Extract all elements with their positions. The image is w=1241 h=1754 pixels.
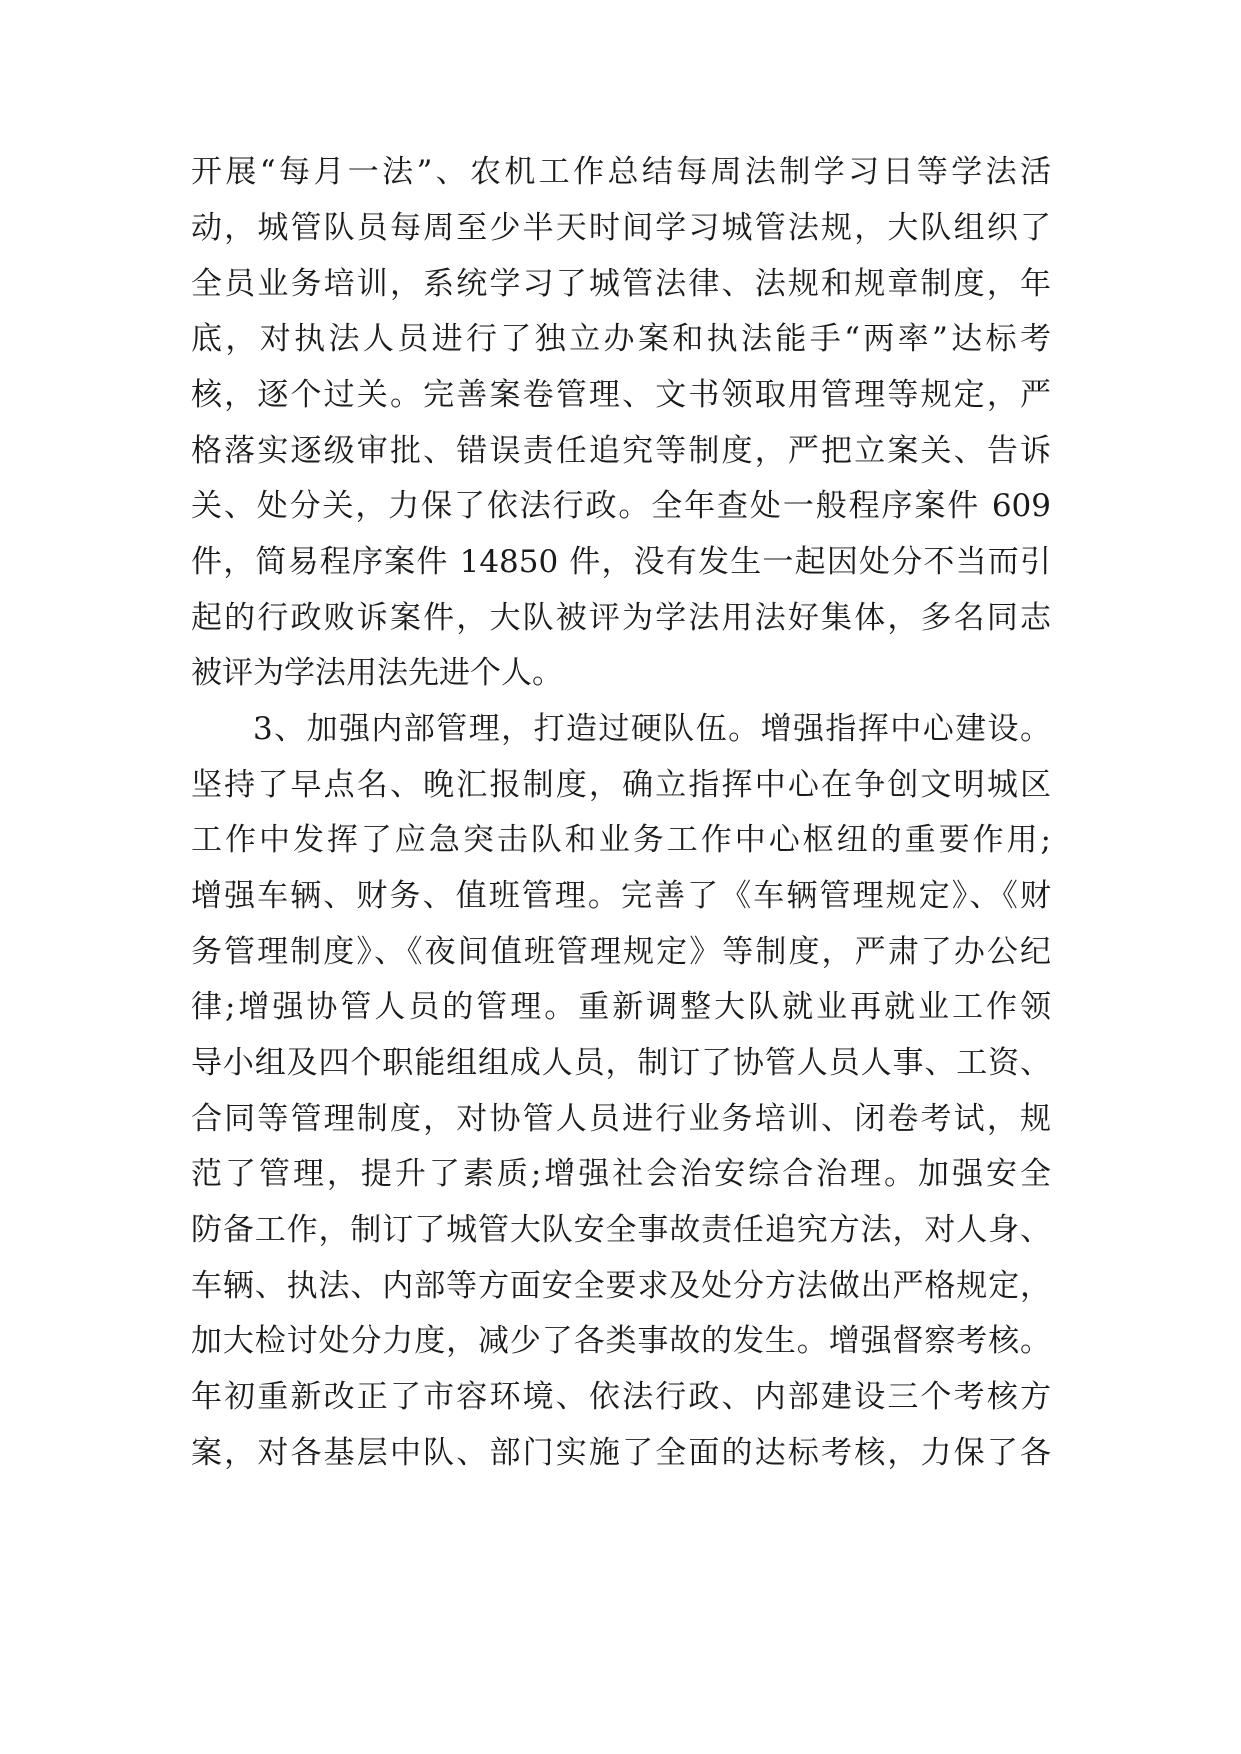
text-line: 开展“每月一法”、农机工作总结每周法制学习日等学法活 xyxy=(191,154,1051,190)
text-line: 关、处分关，力保了依法行政。全年查处一般程序案件 609 xyxy=(191,488,1051,524)
text-line: 全员业务培训，系统学习了城管法律、法规和规章制度，年 xyxy=(191,266,1051,302)
text-line: 被评为学法用法先进个人。 xyxy=(191,655,563,691)
text-line: 合同等管理制度，对协管人员进行业务培训、闭卷考试，规 xyxy=(191,1101,1051,1137)
text-line: 核，逐个过关。完善案卷管理、文书领取用管理等规定，严 xyxy=(191,377,1051,413)
text-line: 导小组及四个职能组组成人员，制订了协管人员人事、工资、 xyxy=(191,1045,1051,1081)
text-line: 增强车辆、财务、值班管理。完善了《车辆管理规定》、《财 xyxy=(191,878,1051,914)
text-line: 务管理制度》、《夜间值班管理规定》等制度，严肃了办公纪 xyxy=(191,934,1051,970)
text-line: 工作中发挥了应急突击队和业务工作中心枢纽的重要作用; xyxy=(191,822,1051,858)
text-line: 范了管理，提升了素质;增强社会治安综合治理。加强安全 xyxy=(191,1156,1051,1192)
text-line: 坚持了早点名、晚汇报制度，确立指挥中心在争创文明城区 xyxy=(191,767,1051,803)
text-line: 格落实逐级审批、错误责任追究等制度，严把立案关、告诉 xyxy=(191,433,1051,469)
text-line: 动，城管队员每周至少半天时间学习城管法规，大队组织了 xyxy=(191,210,1051,246)
text-line: 起的行政败诉案件，大队被评为学法用法好集体，多名同志 xyxy=(191,600,1051,636)
text-line: 防备工作，制订了城管大队安全事故责任追究方法，对人身、 xyxy=(191,1212,1051,1248)
text-line: 车辆、执法、内部等方面安全要求及处分方法做出严格规定， xyxy=(191,1268,1051,1304)
text-line: 件，简易程序案件 14850 件，没有发生一起因处分不当而引 xyxy=(191,544,1051,580)
text-line: 底，对执法人员进行了独立办案和执法能手“两率”达标考 xyxy=(191,321,1051,357)
text-line: 年初重新改正了市容环境、依法行政、内部建设三个考核方 xyxy=(191,1379,1051,1415)
text-line: 律;增强协管人员的管理。重新调整大队就业再就业工作领 xyxy=(191,989,1051,1025)
paragraph-first-line: 3、加强内部管理，打造过硬队伍。增强指挥中心建设。 xyxy=(253,711,1051,747)
text-line: 加大检讨处分力度，减少了各类事故的发生。增强督察考核。 xyxy=(191,1323,1051,1359)
text-line: 案，对各基层中队、部门实施了全面的达标考核，力保了各 xyxy=(191,1435,1051,1471)
